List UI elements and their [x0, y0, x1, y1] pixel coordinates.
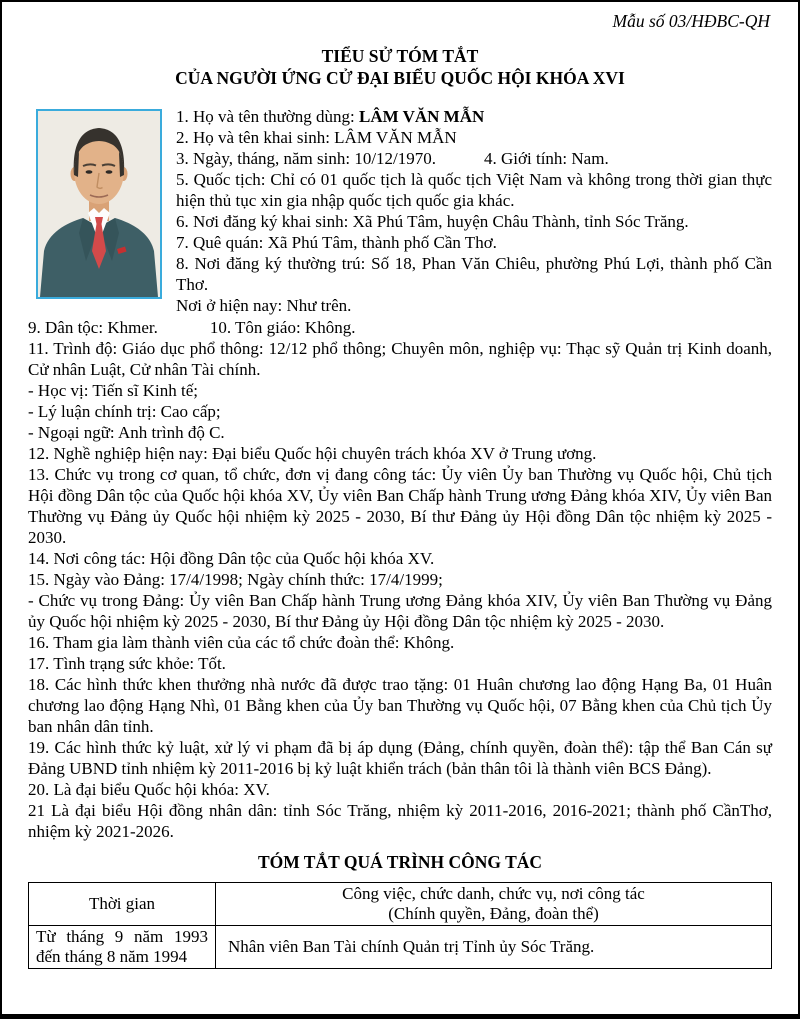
field-hometown: 7. Quê quán: Xã Phú Tâm, thành phố Cần Thơ.: [176, 233, 497, 252]
field-education: 11. Trình độ: Giáo dục phổ thông: 12/12 phổ thông; Chuyên môn, nghiệp vụ: Thạc sỹ Quản trị Kinh doanh, Cử nhân Luật, Cử nhân Tài chính.: [28, 339, 772, 379]
field-foreign-language: - Ngoại ngữ: Anh trình độ C.: [28, 423, 225, 442]
items-beside-photo: [176, 106, 772, 316]
column-header-work-line1: Công việc, chức danh, chức vụ, nơi công tác: [342, 884, 645, 903]
field-dob-gender: [176, 148, 772, 169]
work-period: Từ tháng 9 năm 1993 đến tháng 8 năm 1994: [29, 926, 216, 969]
work-history-header-row: [29, 883, 772, 926]
field-awards: 18. Các hình thức khen thưởng nhà nước đã được trao tặng: 01 Huân chương lao động Hạng Ba, 01 Huân chương lao động Hạng Nhì, 01 Bằng khen của Ủy ban Thường vụ Quốc hội, 07 Bằng khen của Chủ tịch Ủy ban nhân dân tỉnh.: [28, 675, 772, 736]
field-nationality: 5. Quốc tịch: Chỉ có 01 quốc tịch là quốc tịch Việt Nam và không trong thời gian thực hiện thủ tục xin gia nhập quốc tịch quốc gia khác.: [176, 170, 772, 210]
field-ethnicity: 9. Dân tộc: Khmer.: [28, 318, 158, 337]
work-history-row: [29, 926, 772, 969]
field-occupation: 12. Nghề nghiệp hiện nay: Đại biểu Quốc hội chuyên trách khóa XV ở Trung ương.: [28, 444, 597, 463]
work-description: Nhân viên Ban Tài chính Quản trị Tỉnh ủy Sóc Trăng.: [216, 926, 772, 969]
field-gender: 4. Giới tính: Nam.: [484, 149, 609, 168]
field-discipline: 19. Các hình thức kỷ luật, xử lý vi phạm đã bị áp dụng (Đảng, chính quyền, đoàn thể): tập thể Ban Cán sự Đảng UBND tỉnh nhiệm kỳ 2011-2016 bị kỷ luật khiển trách (bản thân tôi là thành viên BCS Đảng).: [28, 738, 772, 778]
column-header-work-line2: (Chính quyền, Đảng, đoàn thể): [388, 904, 599, 923]
column-header-time: Thời gian: [29, 883, 216, 926]
column-header-work: [216, 883, 772, 926]
work-history-table: [28, 882, 772, 969]
field-current-positions: 13. Chức vụ trong cơ quan, tổ chức, đơn vị đang công tác: Ủy viên Ủy ban Thường vụ Quốc hội, Chủ tịch Hội đồng Dân tộc của Quốc hội khóa XV, Ủy viên Ban Chấp hành Trung ương Đảng khóa XIV, Ủy viên Ban Thường vụ Đảng ủy Quốc hội nhiệm kỳ 2025 - 2030, Bí thư Đảng ủy Hội đồng Dân tộc nhiệm kỳ 2025 - 2030.: [28, 465, 772, 547]
field-organizations: 16. Tham gia làm thành viên của các tổ chức đoàn thể: Không.: [28, 633, 455, 652]
field-council-membership: 21 Là đại biểu Hội đồng nhân dân: tỉnh Sóc Trăng, nhiệm kỳ 2011-2016, 2016-2021; thành phố CầnThơ, nhiệm kỳ 2021-2026.: [28, 801, 772, 841]
field-ethnicity-religion: [28, 317, 772, 338]
field-political-theory: - Lý luận chính trị: Cao cấp;: [28, 402, 221, 421]
document-title: [28, 45, 772, 89]
field-health-status: 17. Tình trạng sức khỏe: Tốt.: [28, 654, 226, 673]
field-common-name-label: 1. Họ và tên thường dùng:: [176, 107, 359, 126]
document-title-line2: CỦA NGƯỜI ỨNG CỬ ĐẠI BIỂU QUỐC HỘI KHÓA XVI: [175, 68, 625, 88]
candidate-name: LÂM VĂN MẪN: [359, 107, 485, 126]
field-workplace: 14. Nơi công tác: Hội đồng Dân tộc của Quốc hội khóa XV.: [28, 549, 435, 568]
form-number: Mẫu số 03/HĐBC-QH: [612, 11, 770, 31]
candidate-portrait-illustration: [38, 111, 160, 297]
field-permanent-residence: 8. Nơi đăng ký thường trú: Số 18, Phan Văn Chiêu, phường Phú Lợi, thành phố Cần Thơ.: [176, 254, 772, 294]
field-na-membership: 20. Là đại biểu Quốc hội khóa: XV.: [28, 780, 270, 799]
field-birth-name: 2. Họ và tên khai sinh: LÂM VĂN MẪN: [176, 128, 457, 147]
personal-info-section: [28, 106, 772, 317]
field-party-admission: 15. Ngày vào Đảng: 17/4/1998; Ngày chính thức: 17/4/1999;: [28, 570, 443, 589]
items-full-width: [28, 317, 772, 842]
field-current-residence: Nơi ở hiện nay: Như trên.: [176, 296, 352, 315]
field-dob: 3. Ngày, tháng, năm sinh: 10/12/1970.: [176, 149, 437, 168]
candidate-photo: [36, 109, 162, 299]
work-history-title: TÓM TẮT QUÁ TRÌNH CÔNG TÁC: [257, 852, 543, 872]
document-title-line1: TIỂU SỬ TÓM TẮT: [321, 46, 479, 66]
field-religion: 10. Tôn giáo: Không.: [209, 318, 356, 337]
field-academic-degree: - Học vị: Tiến sĩ Kinh tế;: [28, 381, 199, 400]
field-party-positions: - Chức vụ trong Đảng: Ủy viên Ban Chấp hành Trung ương Đảng khóa XIV, Ủy viên Ban Thường vụ Đảng ủy Quốc hội nhiệm kỳ 2025 - 2030, Bí thư Đảng ủy Hội đồng Dân tộc nhiệm kỳ 2025 - 2030.: [28, 591, 772, 631]
field-common-name: [176, 106, 772, 127]
field-birth-registration: 6. Nơi đăng ký khai sinh: Xã Phú Tâm, huyện Châu Thành, tỉnh Sóc Trăng.: [176, 212, 689, 231]
